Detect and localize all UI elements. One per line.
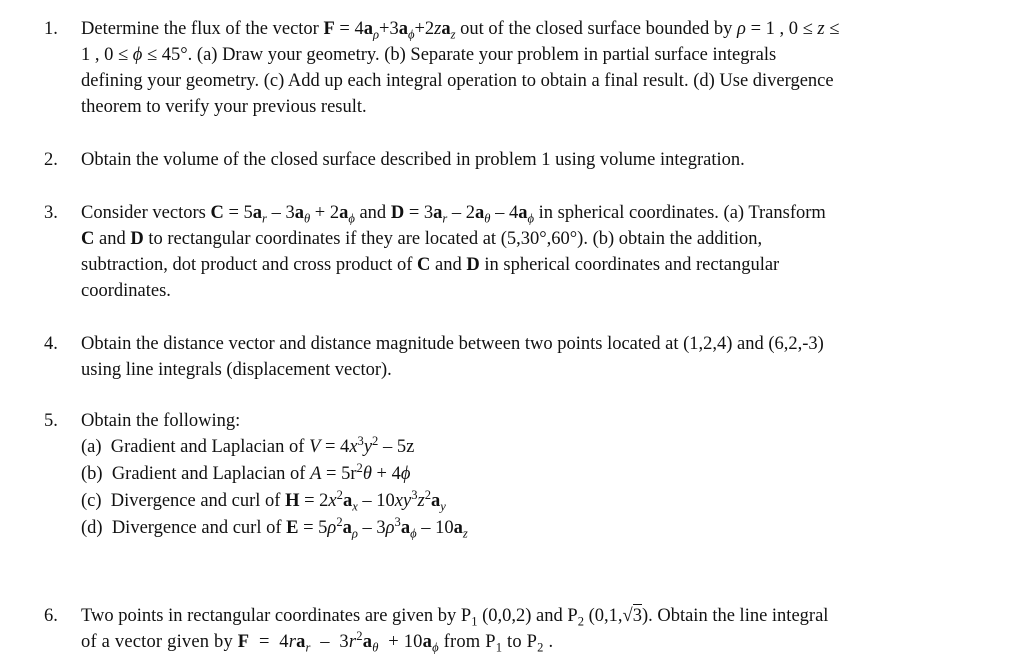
problem-line: Determine the flux of the vector $F = 4a_\rho+3a_\phi+2za_z$ out of the closed surface bounded by ρ = 1 , 0 ≤ z ≤: [81, 19, 840, 42]
problem-line: 1 , 0 ≤ ϕ ≤ 45°. (a) Draw your geometry. (b) Separate your problem in partial surface integrals: [81, 45, 777, 65]
problem-line: C and D to rectangular coordinates if they are located at (5,30°,60°). (b) obtain the addition,: [81, 229, 763, 249]
problem-text: [81, 603, 991, 655]
problem-line: Consider vectors $C = 5a_r - 3a_\theta + 2a_\phi$ and $D = 3a_r - 2a_\theta - 4a_\phi$ in spherical coordinates. (a) Transform: [81, 203, 826, 226]
problem-number: 1.: [44, 19, 58, 39]
problem-line: theorem to verify your previous result.: [81, 97, 367, 117]
problem-text: [81, 147, 991, 173]
subitem-b: (b) Gradient and Laplacian of $A = 5r^2\theta + 4\phi$: [81, 461, 411, 484]
subitem-a: (a) Gradient and Laplacian of $V = 4x^3y^2 - 5z$: [81, 434, 415, 457]
problem-line: subtraction, dot product and cross product of C and D in spherical coordinates and rectangular: [81, 255, 780, 275]
problem-line: using line integrals (displacement vector).: [81, 360, 392, 380]
problem-text: [81, 200, 991, 304]
problem-text: [81, 408, 991, 542]
problem-number: 4.: [44, 334, 58, 354]
problem-number: 5.: [44, 411, 58, 431]
problem-text: [81, 331, 991, 383]
subitem-c: (c) Divergence and curl of $H = 2x^2a_x - 10xy^3z^2a_y$: [81, 488, 446, 514]
problem-number: 3.: [44, 203, 58, 223]
problem-line: Obtain the distance vector and distance magnitude between two points located at (1,2,4) and (6,2,-3): [81, 334, 824, 354]
problem-intro: Obtain the following:: [81, 411, 241, 431]
problem-line: Obtain the volume of the closed surface described in problem 1 using volume integration.: [81, 150, 745, 170]
problem-line: coordinates.: [81, 281, 171, 301]
problem-number: 6.: [44, 606, 58, 626]
subitem-d: (d) Divergence and curl of $E = 5\rho^2a_\rho - 3\rho^3a_\phi - 10a_z$: [81, 515, 468, 541]
problem-text: [81, 16, 991, 120]
problem-line: defining your geometry. (c) Add up each integral operation to obtain a final result. (d) Use divergence: [81, 71, 834, 91]
problem-line: of a vector given by $F = 4ra_r - 3r^2a_\theta + 10a_\phi$ from $P_1$ to $P_2$ .: [81, 629, 554, 655]
problem-number: 2.: [44, 150, 58, 170]
problem-line: Two points in rectangular coordinates are given by $P_1$ (0,0,2) and $P_2$ (0,1,√3). Obtain the line integral: [81, 606, 829, 629]
